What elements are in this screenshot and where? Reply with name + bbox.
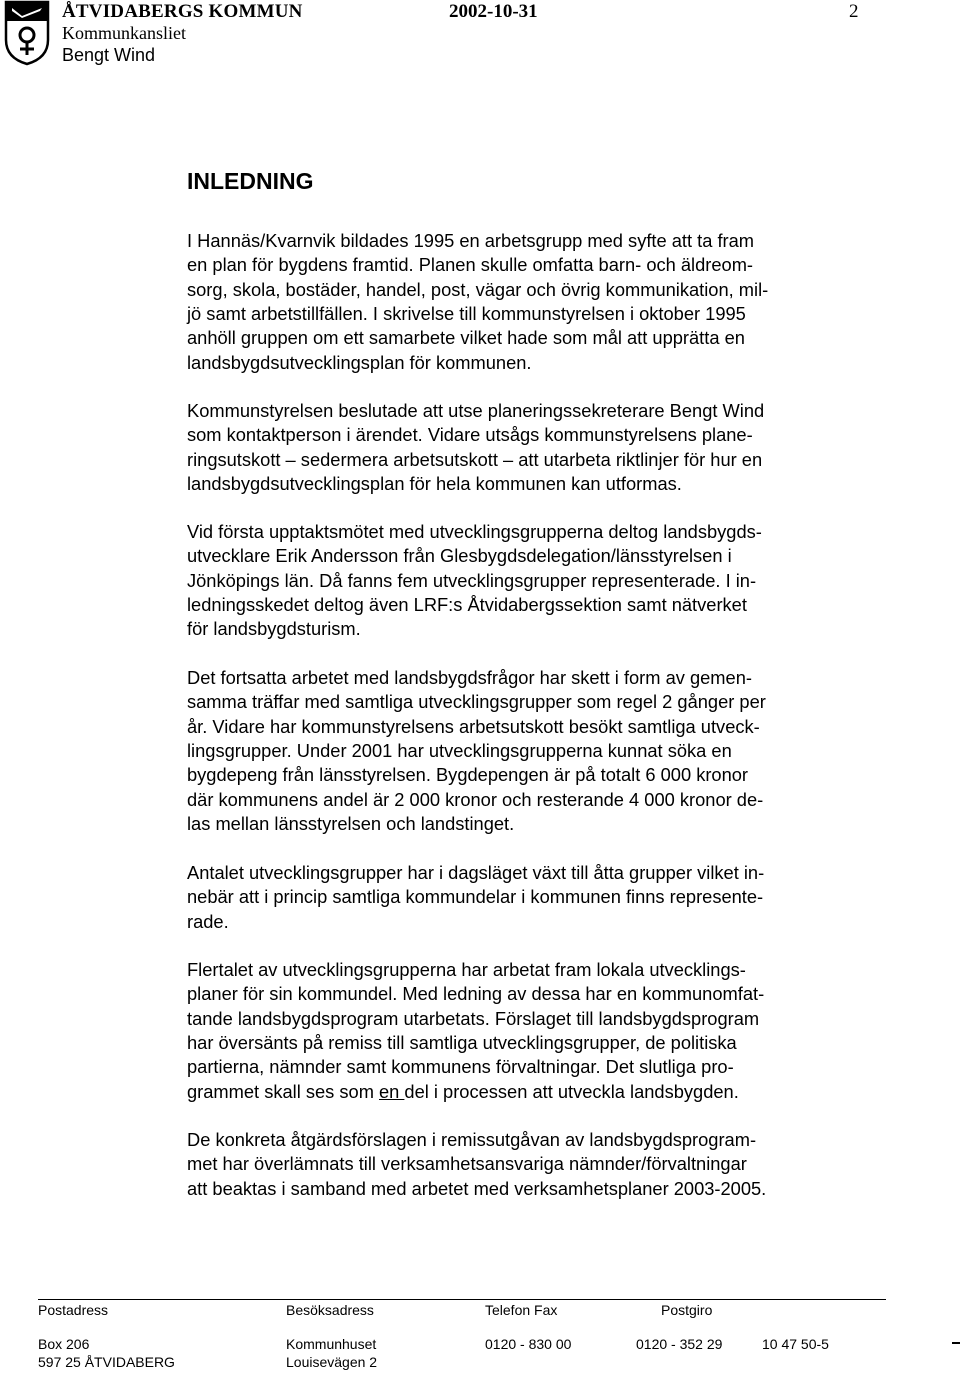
text-line: rade. <box>187 910 229 932</box>
coat-of-arms-icon <box>4 0 50 66</box>
page-number: 2 <box>849 1 859 22</box>
text-line: I Hannäs/Kvarnvik bildades 1995 en arbetsgrupp med syfte att ta fram <box>187 230 755 251</box>
text-line: landsbygdsutvecklingsplan för hela kommunen kan utformas. <box>187 473 682 495</box>
paragraph-2 <box>187 399 764 496</box>
text-line: anhöll gruppen om ett samarbete vilket hade som mål att upprätta en <box>187 327 745 349</box>
footer-postal-line-1: Box 206 <box>38 1336 90 1352</box>
section-heading: INLEDNING <box>187 168 314 194</box>
footer-label-postal: Postadress <box>38 1302 109 1318</box>
paragraph-7 <box>187 1128 766 1201</box>
department-name: Kommunkansliet <box>62 23 186 43</box>
text-line: Jönköpings län. Då fanns fem utvecklingsgrupper representerade. I in- <box>187 569 757 591</box>
underlined-text: en <box>379 1080 405 1102</box>
text-line: för landsbygdsturism. <box>187 618 361 640</box>
footer-label-phone-fax: Telefon Fax <box>485 1302 558 1318</box>
footer-fax: 0120 - 352 29 <box>636 1336 723 1352</box>
text-line: som kontaktperson i ärendet. Vidare utsågs kommunstyrelsens plane- <box>187 424 753 446</box>
text-line: Det fortsatta arbetet med landsbygdsfrågor har skett i form av gemen- <box>187 667 752 688</box>
text-line: planer för sin kommundel. Med ledning av dessa har en kommunomfat- <box>187 983 765 1005</box>
text-line: sorg, skola, bostäder, handel, post, vägar och övrig kommunikation, mil- <box>187 278 769 300</box>
text-line: att beaktas i samband med arbetet med verksamhetsplaner 2003-2005. <box>187 1177 767 1199</box>
text-line: lingsgrupper. Under 2001 har utvecklingsgrupperna kunnat söka en <box>187 740 732 762</box>
text-line: utvecklare Erik Andersson från Glesbygdsdelegation/länsstyrelsen i <box>187 545 732 567</box>
footer-giro-number: 10 47 50-5 <box>762 1336 829 1352</box>
text-line: nebär att i princip samtliga kommundelar i kommunen finns represente- <box>187 886 764 908</box>
author-name: Bengt Wind <box>62 45 156 65</box>
text-line: ledningsskedet deltog även LRF:s Åtvidabergssektion samt nätverket <box>187 594 747 616</box>
text-line: partierna, nämnder samt kommunens förvaltningar. Det slutliga pro- <box>187 1056 734 1078</box>
edge-mark <box>952 1342 960 1344</box>
footer-label-visit: Besöksadress <box>286 1302 374 1318</box>
text-line: Antalet utvecklingsgrupper har i dagsläget växt till åtta grupper vilket in- <box>187 862 765 883</box>
text-line: Kommunstyrelsen beslutade att utse planeringssekreterare Bengt Wind <box>187 400 765 421</box>
text-line: har översänts på remiss till samtliga utvecklingsgrupper, de politiska <box>187 1032 737 1054</box>
document-date: 2002-10-31 <box>449 1 538 22</box>
text-line: ringsutskott – sedermera arbetsutskott – att utarbeta riktlinjer för hur en <box>187 448 763 470</box>
text-line: jö samt arbetstillfällen. I skrivelse till kommunstyrelsen i oktober 1995 <box>187 303 746 325</box>
text-line: Vid första upptaktsmötet med utvecklingsgrupperna deltog landsbygds- <box>187 521 762 542</box>
text-fragment: grammet skall ses som <box>187 1080 379 1102</box>
text-line: där kommunens andel är 2 000 kronor och resterande 4 000 kronor de- <box>187 788 764 810</box>
paragraph-3 <box>187 520 762 642</box>
footer-visit-line-1: Kommunhuset <box>286 1336 377 1352</box>
text-line: met har överlämnats till verksamhetsansvariga nämnder/förvaltningar <box>187 1153 747 1175</box>
footer-divider <box>38 1299 886 1300</box>
text-line: Flertalet av utvecklingsgrupperna har arbetat fram lokala utvecklings- <box>187 959 746 980</box>
organization-name: ÅTVIDABERGS KOMMUN <box>62 1 303 22</box>
text-line: en plan för bygdens framtid. Planen skulle omfatta barn- och äldreom- <box>187 254 754 276</box>
footer-phone: 0120 - 830 00 <box>485 1336 572 1352</box>
text-line: samma träffar med samtliga utvecklingsgrupper som regel 2 gånger per <box>187 691 766 713</box>
footer-visit-line-2: Louisevägen 2 <box>286 1354 378 1370</box>
text-line: år. Vidare har kommunstyrelsens arbetsutskott besökt samtliga utveck- <box>187 715 760 737</box>
text-fragment: del i processen att utveckla landsbygden. <box>404 1080 739 1102</box>
text-line: De konkreta åtgärdsförslagen i remissutgåvan av landsbygdsprogram- <box>187 1129 757 1150</box>
paragraph-1 <box>187 229 768 375</box>
paragraph-6 <box>187 958 764 1104</box>
text-line: tande landsbygdsprogram utarbetats. Förslaget till landsbygdsprogram <box>187 1007 760 1029</box>
footer-postal-line-2: 597 25 ÅTVIDABERG <box>38 1354 175 1370</box>
paragraph-5 <box>187 861 764 934</box>
paragraph-4 <box>187 666 766 836</box>
footer-label-giro: Postgiro <box>661 1302 713 1318</box>
text-line: bygdepeng från länsstyrelsen. Bygdepengen är på totalt 6 000 kronor <box>187 764 749 786</box>
text-line: las mellan länsstyrelsen och landstinget. <box>187 813 515 835</box>
text-line <box>187 1080 764 1104</box>
text-line: landsbygdsutvecklingsplan för kommunen. <box>187 351 532 373</box>
